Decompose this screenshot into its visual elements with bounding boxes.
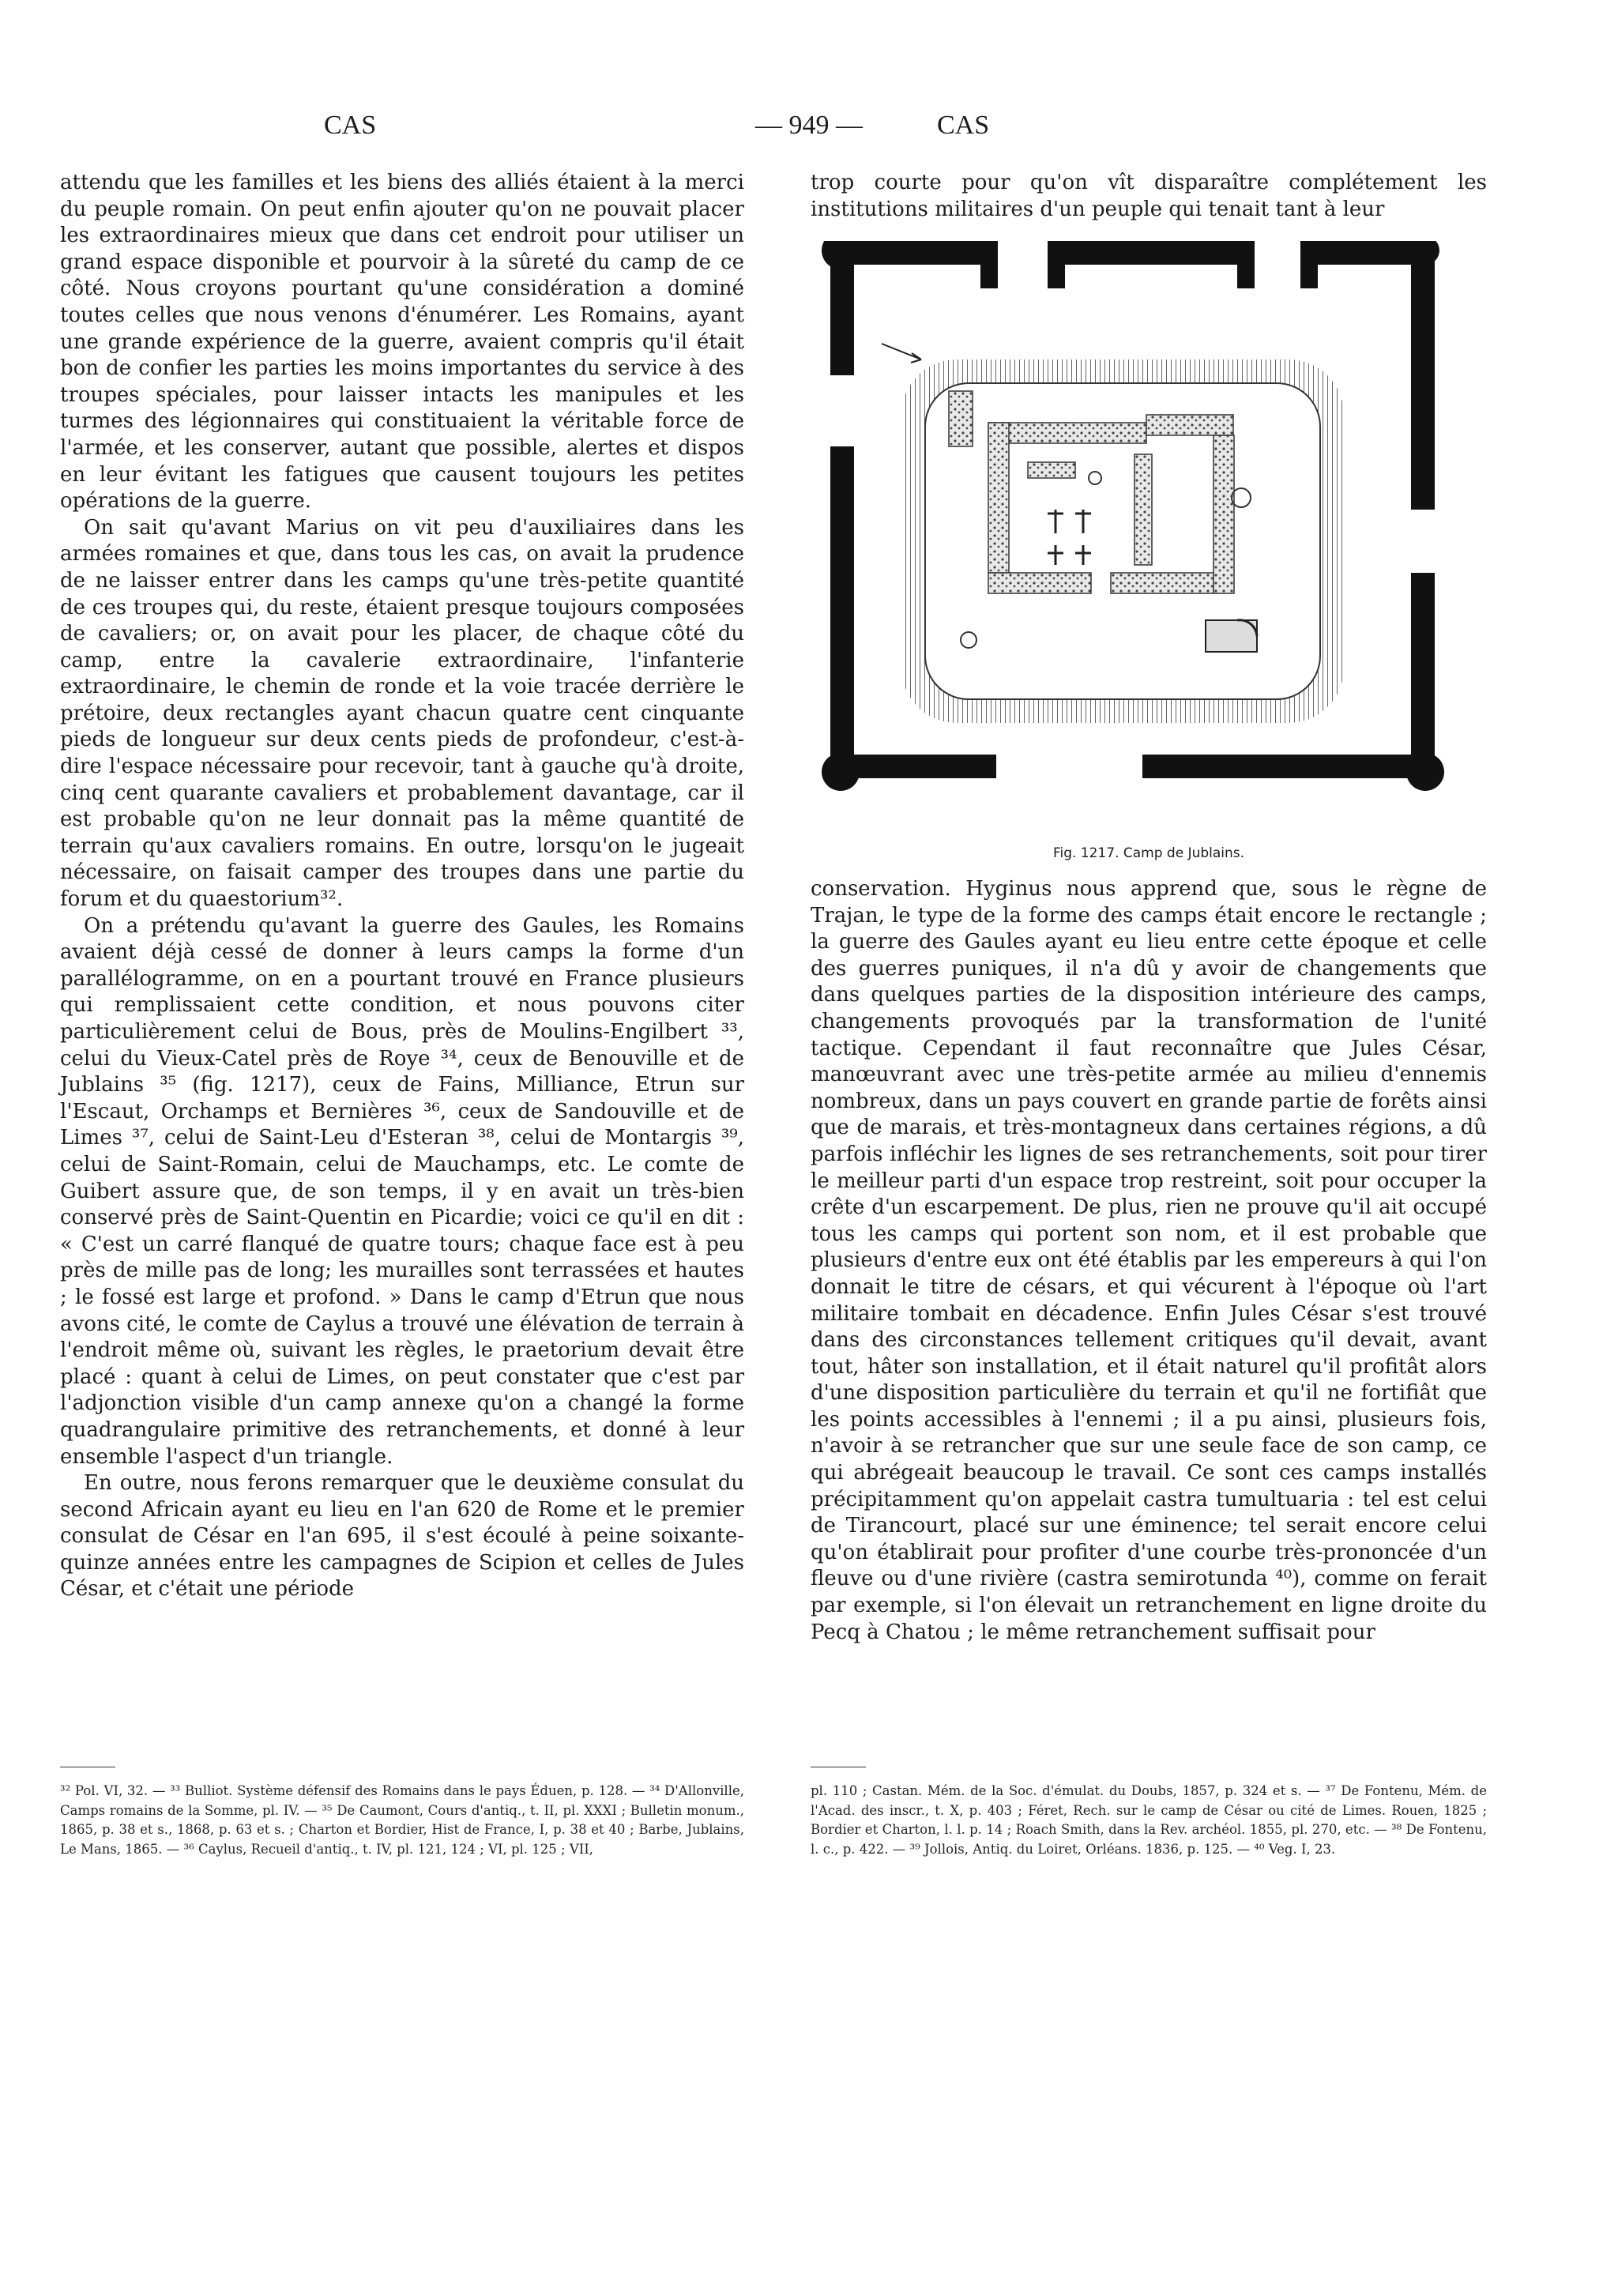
footnote-text: ³² Pol. VI, 32. — ³³ Bulliot. Système défensif des Romains dans le pays Éduen, p. 128. — ³⁴ D'Allonville, Camps romains de la Somme, pl. IV. — ³⁵ De Caumont, Cours d'antiq., t. II, pl. XXXI ; Bulletin monum., 1865, p. 38 et s., 1868, p. 63 et s. ; Charton et Bordier, Hist de France, I, p. 38 et 40 ; Barbe, Jublains, Le Mans, 1865. — ³⁶ Caylus, Recueil d'antiq., t. IV, pl. 121, 124 ; VI, pl. 125 ; VII,	[60, 1783, 744, 1857]
footnote-text: pl. 110 ; Castan. Mém. de la Soc. d'émulat. du Doubs, 1857, p. 324 et s. — ³⁷ De Fontenu, Mém. de l'Acad. des inscr., t. X, p. 403 ; Féret, Rech. sur le camp de César ou cité de Limes. Rouen, 1825 ; Bordier et Charton, l. l. p. 14 ; Roach Smith, dans la Rev. archéol. 1855, pl. 270, etc. — ³⁸ De Fontenu, l. c., p. 422. — ³⁹ Jollois, Antiq. du Loiret, Orléans. 1836, p. 125. — ⁴⁰ Veg. I, 23.	[811, 1783, 1487, 1857]
camp-plan-illustration	[811, 241, 1487, 841]
header-left: CAS	[324, 111, 377, 140]
footnotes-right	[811, 1782, 1487, 1859]
paragraph: attendu que les familles et les biens des alliés étaient à la merci du peuple romain. On peut enfin ajouter qu'on ne pouvait placer les extraordinaires mieux que dans cet endroit pour utiliser un grand espace disponible et pourvoir à la sûreté du camp de ce côté. Nous croyons pourtant qu'une considération a dominé toutes celles que nous venons d'énumérer. Les Romains, ayant une grande expérience de la guerre, avaient compris qu'il était bon de confier les parties les moins importantes du service à des troupes spéciales, pour laisser intacts les manipules et les turmes des légionnaires qui constituaient la véritable force de l'armée, et les conserver, autant que possible, alertes et dispos en leur évitant les fatigues que causent toujours les petites opérations de la guerre.	[60, 171, 744, 514]
camp-plan-figure	[811, 241, 1487, 865]
paragraph: On a prétendu qu'avant la guerre des Gaules, les Romains avaient déjà cessé de donner à leurs camps la forme d'un parallélogramme, on en a pourtant trouvé en France plusieurs qui remplissaient cette condition, et nous pouvons citer particulièrement celui de Bous, près de Moulins-Engilbert ³³, celui du Vieux-Catel près de Roye ³⁴, ceux de Benouville et de Jublains ³⁵ (fig. 1217), ceux de Fains, Milliance, Etrun sur l'Escaut, Orchamps et Bernières ³⁶, ceux de Sandouville et de Limes ³⁷, celui de Saint-Leu d'Esteran ³⁸, celui de Montargis ³⁹, celui de Saint-Romain, celui de Mauchamps, etc. Le comte de Guibert assure que, de son temps, il y en avait un très-bien conservé près de Saint-Quentin en Picardie; voici ce qu'il en dit : « C'est un carré flanqué de quatre tours; chaque face est à peu près de mille pas de long; les murailles sont terrassées et hautes ; le fossé est large et profond. » Dans le camp d'Etrun que nous avons cité, le comte de Caylus a trouvé une élévation de terrain à l'endroit même où, suivant les règles, le praetorium devait être placé : quant à celui de Limes, on peut constater que c'est par l'adjonction visible d'un camp annexe qu'on a changé la forme quadrangulaire primitive des retranchements, et donné à leur ensemble l'aspect d'un triangle.	[60, 913, 744, 1469]
right-column-top	[811, 170, 1487, 223]
right-column-bottom	[811, 876, 1487, 1646]
paragraph: On sait qu'avant Marius on vit peu d'auxiliaires dans les armées romaines et que, dans tous les cas, on avait la prudence de ne laisser entrer dans les camps qu'une très-petite quantité de ces troupes qui, du reste, étaient presque toujours composées de cavaliers; or, on avait pour les placer, de chaque côté du camp, entre la cavalerie extraordinaire, l'infanterie extraordinaire, le chemin de ronde et la voie tracée derrière le prétoire, deux rectangles ayant chacun quatre cent cinquante pieds de longueur sur deux cents pieds de profondeur, c'est-à-dire l'espace nécessaire pour recevoir, tant à gauche qu'à droite, cinq cent quarante cavaliers et probablement davantage, car il est probable qu'on ne leur donnait pas la même quantité de terrain qu'aux cavaliers romains. En outre, lorsqu'on le jugeait nécessaire, on faisait camper des troupes dans une partie du forum et du quaestorium³².	[60, 515, 744, 912]
page-number: — 949 —	[755, 111, 863, 140]
paragraph: conservation. Hyginus nous apprend que, sous le règne de Trajan, le type de la forme des camps était encore le rectangle ; la guerre des Gaules ayant eu lieu entre cette époque et celle des guerres puniques, il n'a dû y avoir de changements que dans quelques parties de la disposition intérieure des camps, changements provoqués par la transformation de l'unité tactique. Cependant il faut reconnaître que Jules César, manœuvrant avec une très-petite armée au milieu d'ennemis nombreux, dans un pays couvert en grande partie de forêts ainsi que de marais, et très-montagneux dans certaines régions, a dû parfois infléchir les lignes de ses retranchements, soit pour tirer le meilleur parti d'un espace trop restreint, soit pour occuper la crête d'un escarpement. De plus, rien ne prouve qu'il ait occupé tous les camps qui portent son nom, et il est probable que plusieurs d'entre eux ont été établis par les empereurs à qui l'on donnait le titre de césars, et qui vécurent à l'époque où l'art militaire tombait en décadence. Enfin Jules César s'est trouvé dans des circonstances tellement critiques qu'il devait, avant tout, hâter son installation, et il était naturel qu'il profitât alors d'une disposition particulière du terrain et qu'il ne fortifiât que les points accessibles à l'ennemi ; il a pu ainsi, plusieurs fois, n'avoir à se retrancher que sur une seule face de son camp, ce qui abrégeait beaucoup le travail. Ce sont ces camps installés précipitamment qu'on appelait castra tumultuaria : tel est celui de Tirancourt, placé sur une éminence; tel serait encore celui qu'on établirait pour profiter d'une courbe très-prononcée d'un fleuve ou d'une rivière (castra semirotunda ⁴⁰), comme on ferait par exemple, si l'on élevait un retranchement en ligne droite du Pecq à Chatou ; le même retranchement suffisait pour	[811, 877, 1487, 1644]
paragraph: trop courte pour qu'on vît disparaître complétement les institutions militaires d'un peuple qui tenait tant à leur	[811, 171, 1487, 221]
figure-caption: Fig. 1217. Camp de Jublains.	[1052, 845, 1245, 861]
running-header	[0, 111, 1618, 158]
left-column	[60, 170, 744, 1766]
paragraph: En outre, nous ferons remarquer que le deuxième consulat du second Africain ayant eu lieu en l'an 620 de Rome et le premier consulat de César en l'an 695, il s'est écoulé à peine soixante-quinze années entre les campagnes de Scipion et celles de Jules César, et c'était une période	[60, 1471, 744, 1602]
header-right: CAS	[937, 111, 990, 140]
footnotes-left	[60, 1782, 744, 1859]
